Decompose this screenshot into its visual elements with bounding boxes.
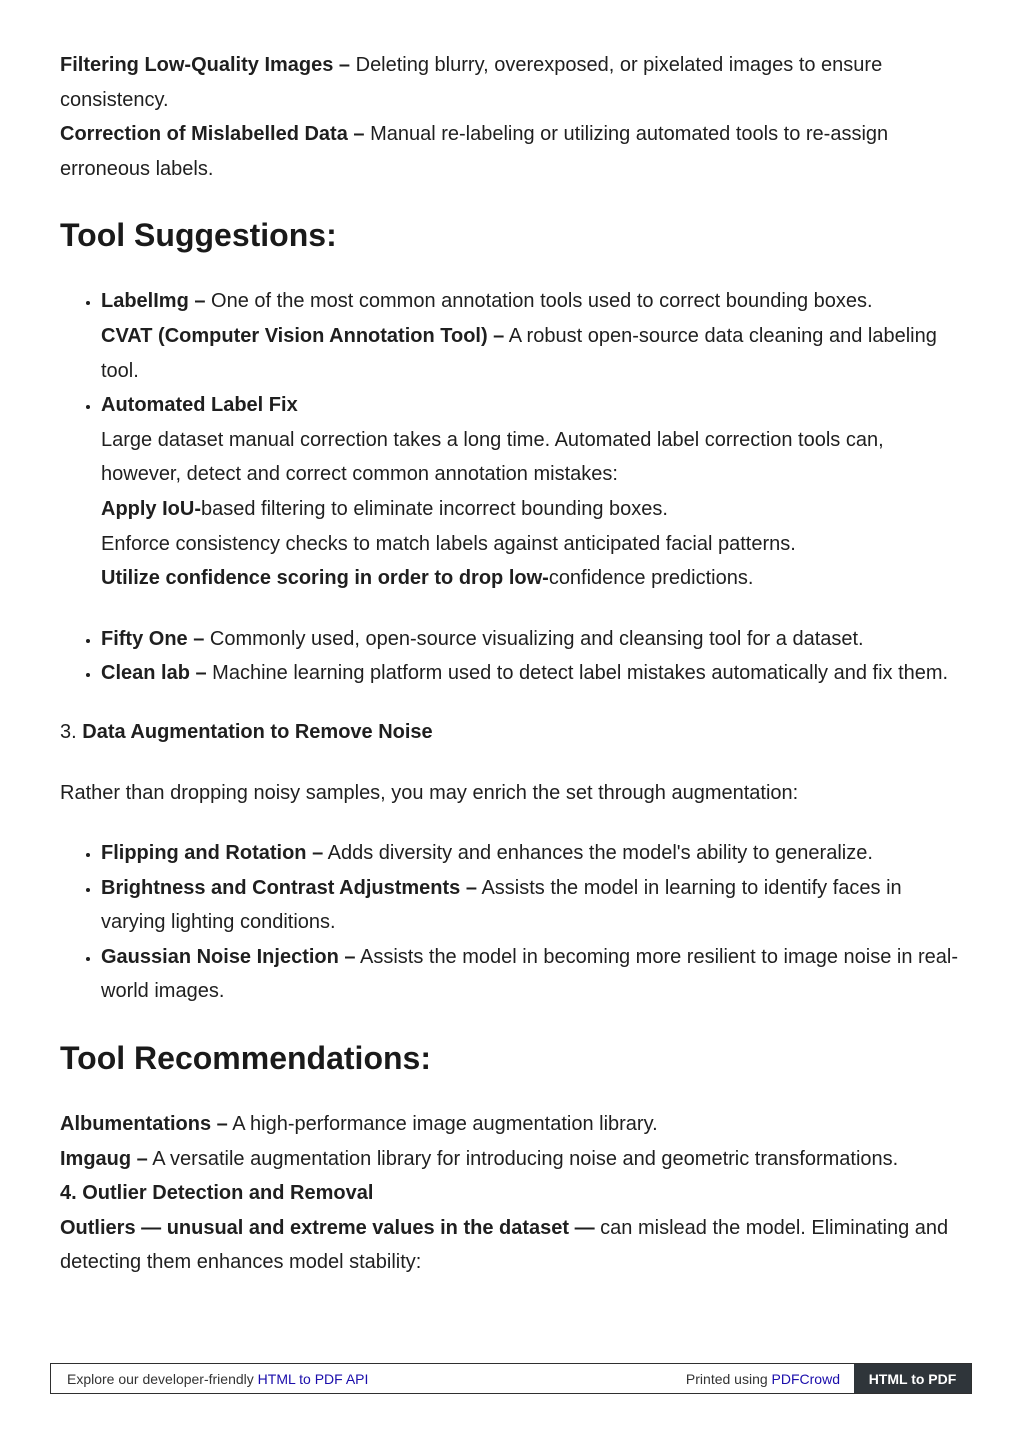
tool-suggestions-list: [60, 284, 965, 595]
html-to-pdf-button[interactable]: HTML to PDF: [854, 1364, 971, 1393]
pdfcrowd-link[interactable]: PDFCrowd: [771, 1370, 840, 1387]
mislabelled-text: Manual re-labeling or utilizing automated tools to re-assign erroneous labels.: [60, 123, 889, 180]
list-item-cleanlab: [101, 656, 965, 691]
heading-tool-recommendations: Tool Recommendations:: [60, 1040, 431, 1077]
section-4-title: 4. Outlier Detection and Removal: [60, 1182, 374, 1205]
section-3-number: 3.: [60, 720, 77, 743]
labelimg-text: One of the most common annotation tools used to correct bounding boxes.: [205, 290, 873, 313]
iou-term: Apply IoU-: [101, 497, 201, 520]
pdfcrowd-footer-bar: [50, 1363, 972, 1394]
list-item-brightness: [101, 871, 965, 940]
consistency-text: Enforce consistency checks to match labels against anticipated facial patterns.: [101, 532, 796, 555]
flipping-term: Flipping and Rotation –: [101, 842, 324, 865]
imgaug-term: Imgaug –: [60, 1147, 148, 1170]
heading-tool-suggestions: Tool Suggestions:: [60, 217, 337, 254]
list-item-labelimg: [101, 284, 965, 388]
section-4-heading: [60, 1176, 965, 1211]
footer-mid-text: Printed using: [685, 1370, 772, 1387]
section-3-heading: [60, 715, 965, 750]
iou-text: based filtering to eliminate incorrect bounding boxes.: [201, 497, 668, 520]
gaussian-text: Assists the model in becoming more resilient to image noise in real-world images.: [101, 945, 959, 1003]
filtering-text: Deleting blurry, overexposed, or pixelated images to ensure consistency.: [60, 54, 883, 111]
imgaug-text: A versatile augmentation library for introducing noise and geometric transformations.: [147, 1147, 899, 1170]
footer-left-text: Explore our developer-friendly: [67, 1370, 258, 1387]
automated-label-fix-term: Automated Label Fix: [101, 394, 298, 417]
section-3-intro: Rather than dropping noisy samples, you may enrich the set through augmentation:: [60, 781, 799, 804]
confidence-term: Utilize confidence scoring in order to drop low-: [101, 567, 549, 590]
html-to-pdf-api-link[interactable]: HTML to PDF API: [257, 1370, 369, 1387]
tool-suggestions-list-2: [60, 622, 965, 691]
outliers-term: Outliers — unusual and extreme values in the dataset —: [60, 1216, 595, 1239]
augmentation-list: [60, 836, 965, 1009]
paragraph-filtering: [60, 48, 965, 117]
footer-mid: [686, 1371, 854, 1387]
fiftyone-text: Commonly used, open-source visualizing and cleansing tool for a dataset.: [204, 627, 864, 650]
paragraph-albumentations: [60, 1107, 965, 1142]
section-3-title: Data Augmentation to Remove Noise: [82, 720, 433, 743]
document-body: [60, 48, 965, 1280]
gaussian-term: Gaussian Noise Injection –: [101, 945, 356, 968]
confidence-text: confidence predictions.: [548, 567, 754, 590]
footer-left: [51, 1371, 686, 1387]
brightness-text: Assists the model in learning to identify faces in varying lighting conditions.: [101, 876, 902, 934]
albumentations-term: Albumentations –: [60, 1113, 228, 1136]
list-item-gaussian: [101, 940, 965, 1009]
brightness-term: Brightness and Contrast Adjustments –: [101, 876, 477, 899]
albumentations-text: A high-performance image augmentation library.: [227, 1113, 658, 1136]
labelimg-term: LabelImg –: [101, 290, 206, 313]
paragraph-imgaug: [60, 1142, 965, 1177]
flipping-text: Adds diversity and enhances the model's ability to generalize.: [323, 842, 873, 865]
paragraph-outliers: [60, 1211, 965, 1280]
cleanlab-text: Machine learning platform used to detect label mistakes automatically and fix them.: [206, 662, 949, 685]
cvat-term: CVAT (Computer Vision Annotation Tool) –: [101, 324, 505, 347]
mislabelled-term: Correction of Mislabelled Data –: [60, 123, 365, 146]
list-item-flipping: [101, 836, 965, 871]
outliers-text: can mislead the model. Eliminating and detecting them enhances model stability:: [60, 1216, 949, 1274]
automated-label-fix-text: Large dataset manual correction takes a long time. Automated label correction tools can, however, detect and correct common annotation mistakes:: [101, 428, 884, 486]
cleanlab-term: Clean lab –: [101, 662, 207, 685]
filtering-term: Filtering Low-Quality Images –: [60, 54, 351, 76]
fiftyone-term: Fifty One –: [101, 627, 205, 650]
cvat-text: A robust open-source data cleaning and labeling tool.: [101, 324, 937, 382]
list-item-fiftyone: [101, 622, 965, 657]
paragraph-mislabelled: [60, 117, 965, 186]
list-item-automated-label-fix: [101, 388, 965, 596]
